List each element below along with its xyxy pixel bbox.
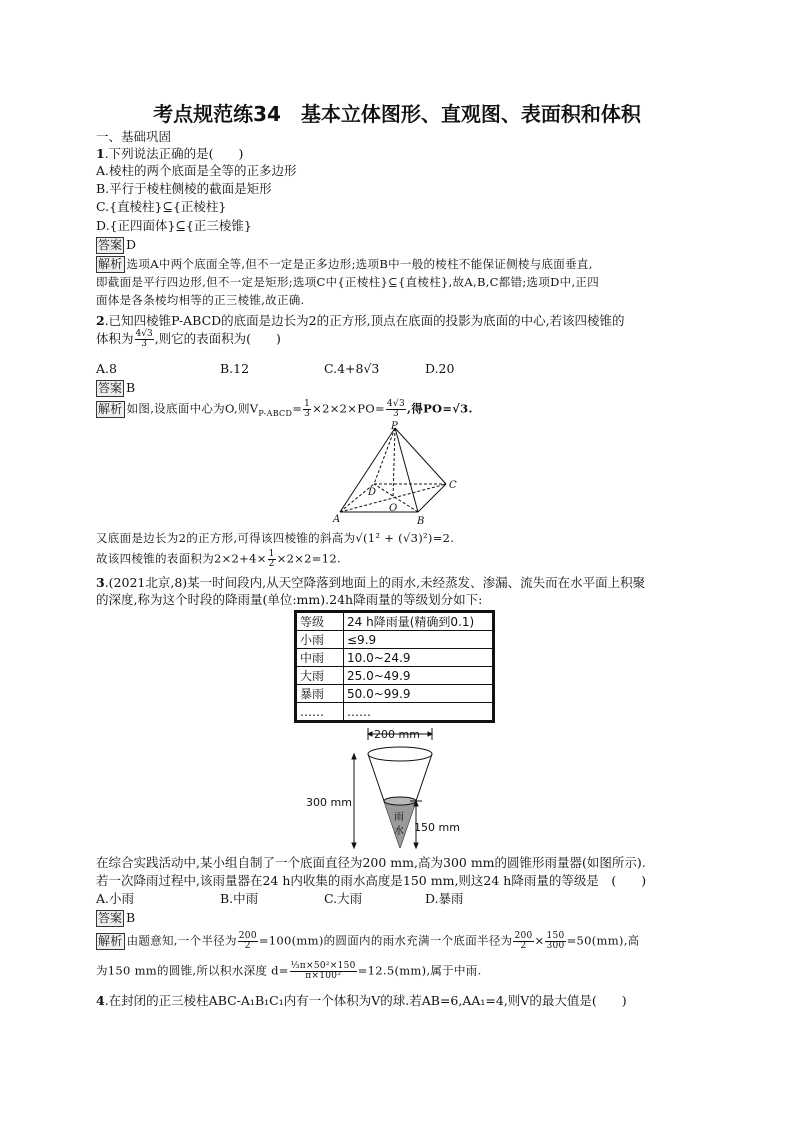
q3-explain-line2: 为150 mm的圆锥,所以积水深度 d= $\frac{\text{⅓π×50²×150}}{\text{π×100²}}$ =12.5(mm),属于中雨. xyxy=(96,961,482,981)
q2-volume-fraction: $\frac{4√3}{3}$ xyxy=(135,329,153,349)
section-heading: 一、基础巩固 xyxy=(96,129,172,144)
table-row: 小雨 ≤9.9 xyxy=(296,631,494,649)
pyramid-figure xyxy=(330,420,470,528)
q2-option-d: D.20 xyxy=(425,361,455,376)
q3-answer: 答案 B xyxy=(98,910,136,925)
fig-water-2: 水 xyxy=(394,826,404,837)
q1-option-c: C.{直棱柱}⊆{正棱柱} xyxy=(96,199,227,214)
table-row: 等级 24 h降雨量(精确到0.1) xyxy=(296,612,494,631)
q3-body-line2: 若一次降雨过程中,该雨量器在24 h内收集的雨水高度是150 mm,则这24 h降雨量的等级是 ( ) xyxy=(96,873,647,888)
label-d: D xyxy=(368,487,377,498)
label-p: P xyxy=(391,421,398,432)
q2-stem-line2: 体积为 $\frac{4√3}{3}$ ,则它的表面积为( ) xyxy=(96,329,281,349)
table-row: 中雨 10.0~24.9 xyxy=(296,649,494,667)
q2-option-b: B.12 xyxy=(220,361,250,376)
q3-stem-line1: 3.(2021北京,8)某一时间段内,从天空降落到地面上的雨水,未经蒸发、渗漏、流失而在水平面上积聚 xyxy=(96,575,646,590)
table-row: 大雨 25.0~49.9 xyxy=(296,667,494,685)
label-a: A xyxy=(333,514,341,525)
q1-explain-line2: 即截面是平行四边形,但不一定是矩形;选项C中{正棱柱}⊆{直棱柱},故A,B,C都错;选项D中,正四 xyxy=(96,275,599,289)
label-o: O xyxy=(389,503,398,514)
q1-option-b: B.平行于棱柱侧棱的截面是矩形 xyxy=(96,181,272,196)
q2-stem-line1: 2.已知四棱锥P-ABCD的底面是边长为2的正方形,顶点在底面的投影为底面的中心,若该四棱锥的 xyxy=(96,313,625,328)
fig-label-300: 300 mm xyxy=(306,796,352,809)
q2-option-c: C.4+8√3 xyxy=(324,361,380,376)
q2-explain-line2: 又底面是边长为2的正方形,可得该四棱锥的斜高为√(1² + (√3)²)=2. xyxy=(96,531,455,545)
q3-explain-line1: 解析 由题意知,一个半径为 $\frac{200}{2}$ =100(mm)的圆面内的雨水充满一个底面半径为 $\frac{200}{2}$ × $\frac{150}{300}$ =50(mm),高 xyxy=(98,931,640,951)
q2-option-a: A.8 xyxy=(96,361,117,376)
q1-option-a: A.棱柱的两个底面是全等的正多边形 xyxy=(96,163,297,178)
q1-answer: 答案 D xyxy=(98,237,137,252)
q1-explain-line1: 解析 选项A中两个底面全等,但不一定是正多边形;选项B中一般的棱柱不能保证侧棱与底面垂直, xyxy=(98,257,593,271)
rainfall-table xyxy=(294,610,495,723)
q3-options xyxy=(96,890,516,907)
q3-option-b: B.中雨 xyxy=(220,891,259,906)
fig-label-200: 200 mm xyxy=(374,728,420,741)
q3-option-c: C.大雨 xyxy=(324,891,363,906)
fig-water-1: 雨 xyxy=(394,812,404,823)
q3-option-d: D.暴雨 xyxy=(425,891,464,906)
q2-explain-line3: 故该四棱锥的表面积为2×2+4× $\frac{1}{2}$ ×2×2=12. xyxy=(96,549,341,569)
q2-answer: 答案 B xyxy=(98,380,136,395)
answer-tag: 答案 xyxy=(98,238,123,252)
label-b: B xyxy=(417,516,425,527)
q4-stem: 4.在封闭的正三棱柱ABC-A₁B₁C₁内有一个体积为V的球.若AB=6,AA₁=4,则V的最大值是( ) xyxy=(96,993,627,1008)
q3-body-line1: 在综合实践活动中,某小组自制了一个底面直径为200 mm,高为300 mm的圆锥形雨量器(如图所示). xyxy=(96,855,646,870)
q2-options xyxy=(96,360,516,377)
label-c: C xyxy=(449,480,457,491)
q3-stem-line2: 的深度,称为这个时段的降雨量(单位:mm).24h降雨量的等级划分如下: xyxy=(96,592,483,607)
explain-tag: 解析 xyxy=(98,257,123,271)
q2-explain-line1: 解析 如图,设底面中心为O,则$V_{P-ABCD}=$ $\frac{1}{3}$ ×2×2×PO= $\frac{4√3}{3}$ ,得PO=√3. xyxy=(98,399,473,419)
fig-label-150: 150 mm xyxy=(414,821,460,834)
q1-option-d: D.{正四面体}⊆{正三棱锥} xyxy=(96,218,252,233)
q1-stem: 1.下列说法正确的是( ) xyxy=(96,146,244,161)
table-row: 暴雨 50.0~99.9 xyxy=(296,685,494,703)
q3-option-a: A.小雨 xyxy=(96,891,135,906)
page-title: 考点规范练34 基本立体图形、直观图、表面积和体积 xyxy=(153,102,641,126)
rain-gauge-figure xyxy=(306,726,470,852)
q1-explain-line3: 面体是各条棱均相等的正三棱锥,故正确. xyxy=(96,293,305,307)
table-row: …… …… xyxy=(296,703,494,722)
